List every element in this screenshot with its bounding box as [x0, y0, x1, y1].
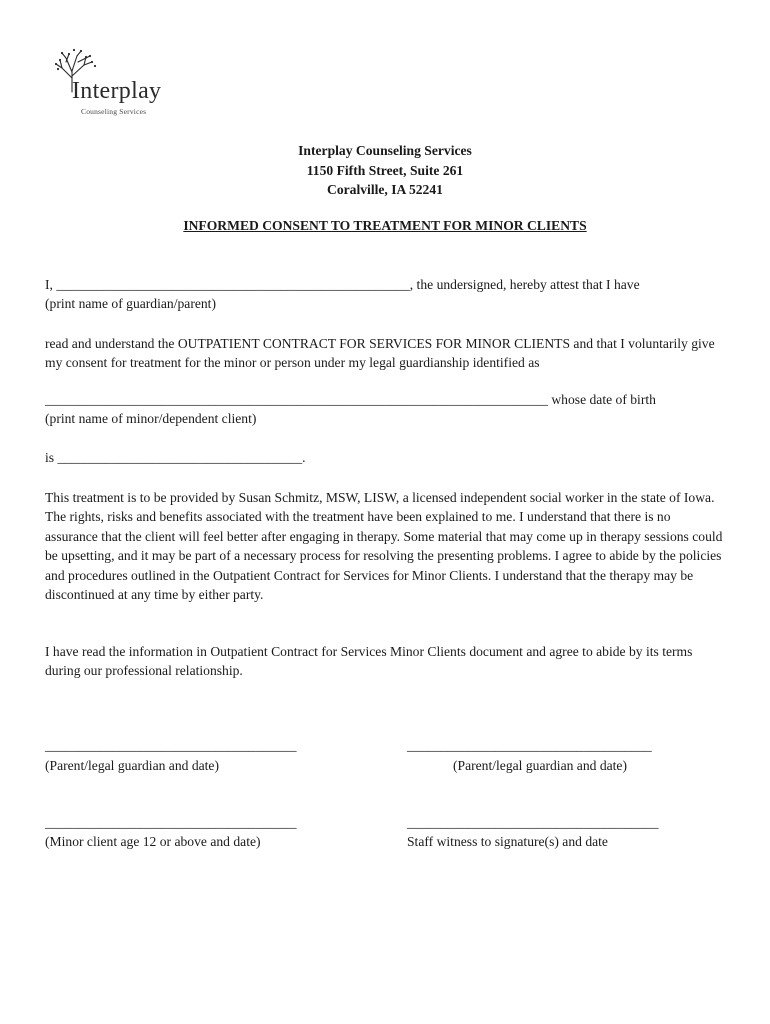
- city-address: Coralville, IA 52241: [327, 182, 443, 197]
- guardian-name-line[interactable]: I, ____________________________________________________, the undersigned, hereby attest that I have: [45, 277, 640, 292]
- logo-wordmark: Interplay: [72, 78, 162, 104]
- minor-name-caption: (print name of minor/dependent client): [45, 411, 257, 426]
- date-of-birth-line[interactable]: is ____________________________________.: [45, 450, 306, 465]
- parent-signature-caption-1: (Parent/legal guardian and date): [45, 758, 219, 773]
- parent-signature-caption-2: (Parent/legal guardian and date): [453, 758, 627, 773]
- treatment-paragraph: This treatment is to be provided by Susan Schmitz, MSW, LISW, a licensed independent social worker in the state of Iowa. The rights, risks and benefits associated with the treatment have been explained to me. I understand that there is no assurance that the client will feel better after engaging in therapy. Some material that may come up in therapy sessions could be upsetting, and it may be part of a necessary process for resolving the presenting problems. I agree to abide by the policies and procedures outlined in the Outpatient Contract for Services for Minor Clients. I understand that the therapy may be discontinued at any time by either party.: [45, 490, 723, 603]
- street-address: 1150 Fifth Street, Suite 261: [306, 162, 464, 178]
- letterhead: [0, 141, 770, 200]
- interplay-logo: [50, 48, 180, 120]
- parent-signature-line-2[interactable]: ____________________________________: [407, 738, 652, 753]
- org-name: Interplay Counseling Services: [298, 143, 472, 158]
- agreement-paragraph: I have read the information in Outpatient Contract for Services Minor Clients document and agree to abide by its terms during our professional relationship.: [45, 644, 693, 679]
- guardian-name-caption: (print name of guardian/parent): [45, 296, 216, 311]
- consent-statement: read and understand the OUTPATIENT CONTRACT FOR SERVICES FOR MINOR CLIENTS and that I voluntarily give my consent for treatment for the minor or person under my legal guardianship identified as: [45, 336, 715, 371]
- minor-signature-caption: (Minor client age 12 or above and date): [45, 834, 261, 849]
- minor-name-line[interactable]: __________________________________________________________________________ whose date of birth: [45, 392, 656, 407]
- parent-signature-line-1[interactable]: _____________________________________: [45, 738, 297, 753]
- minor-signature-line[interactable]: _____________________________________: [45, 815, 297, 830]
- staff-witness-caption: Staff witness to signature(s) and date: [407, 834, 608, 849]
- document-title: INFORMED CONSENT TO TREATMENT FOR MINOR CLIENTS: [183, 218, 587, 233]
- staff-witness-line[interactable]: _____________________________________: [407, 815, 659, 830]
- logo-subtitle: Counseling Services: [81, 107, 147, 116]
